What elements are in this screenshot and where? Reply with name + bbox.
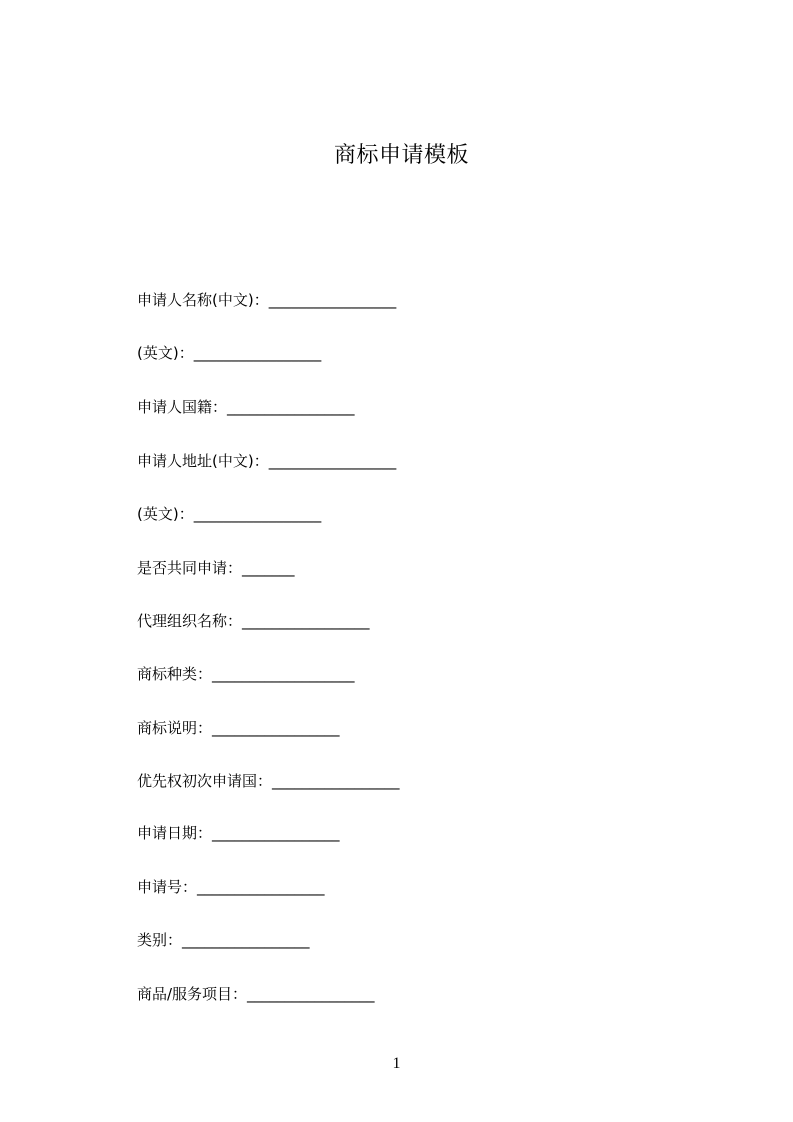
field-class: 类别：_________________	[137, 931, 310, 949]
field-application-date: 申请日期：_________________	[137, 824, 340, 842]
field-applicant-name-zh: 申请人名称(中文)：_________________	[137, 291, 397, 309]
field-applicant-address-zh: 申请人地址(中文)：_________________	[137, 452, 397, 470]
field-joint-application: 是否共同申请：_______	[137, 559, 295, 577]
field-trademark-type: 商标种类：___________________	[137, 665, 355, 683]
document-title: 商标申请模板	[333, 143, 469, 168]
field-goods-services: 商品/服务项目：_________________	[137, 985, 375, 1003]
field-applicant-nationality: 申请人国籍：_________________	[137, 398, 355, 416]
field-priority-country: 优先权初次申请国：_________________	[137, 772, 400, 790]
field-agency-name: 代理组织名称：_________________	[137, 612, 370, 630]
field-applicant-address-en: (英文)：_________________	[137, 505, 322, 523]
field-applicant-name-en: (英文)：_________________	[137, 344, 322, 362]
field-trademark-description: 商标说明：_________________	[137, 719, 340, 737]
page-number: 1	[392, 1055, 401, 1072]
field-application-number: 申请号：_________________	[137, 878, 325, 896]
